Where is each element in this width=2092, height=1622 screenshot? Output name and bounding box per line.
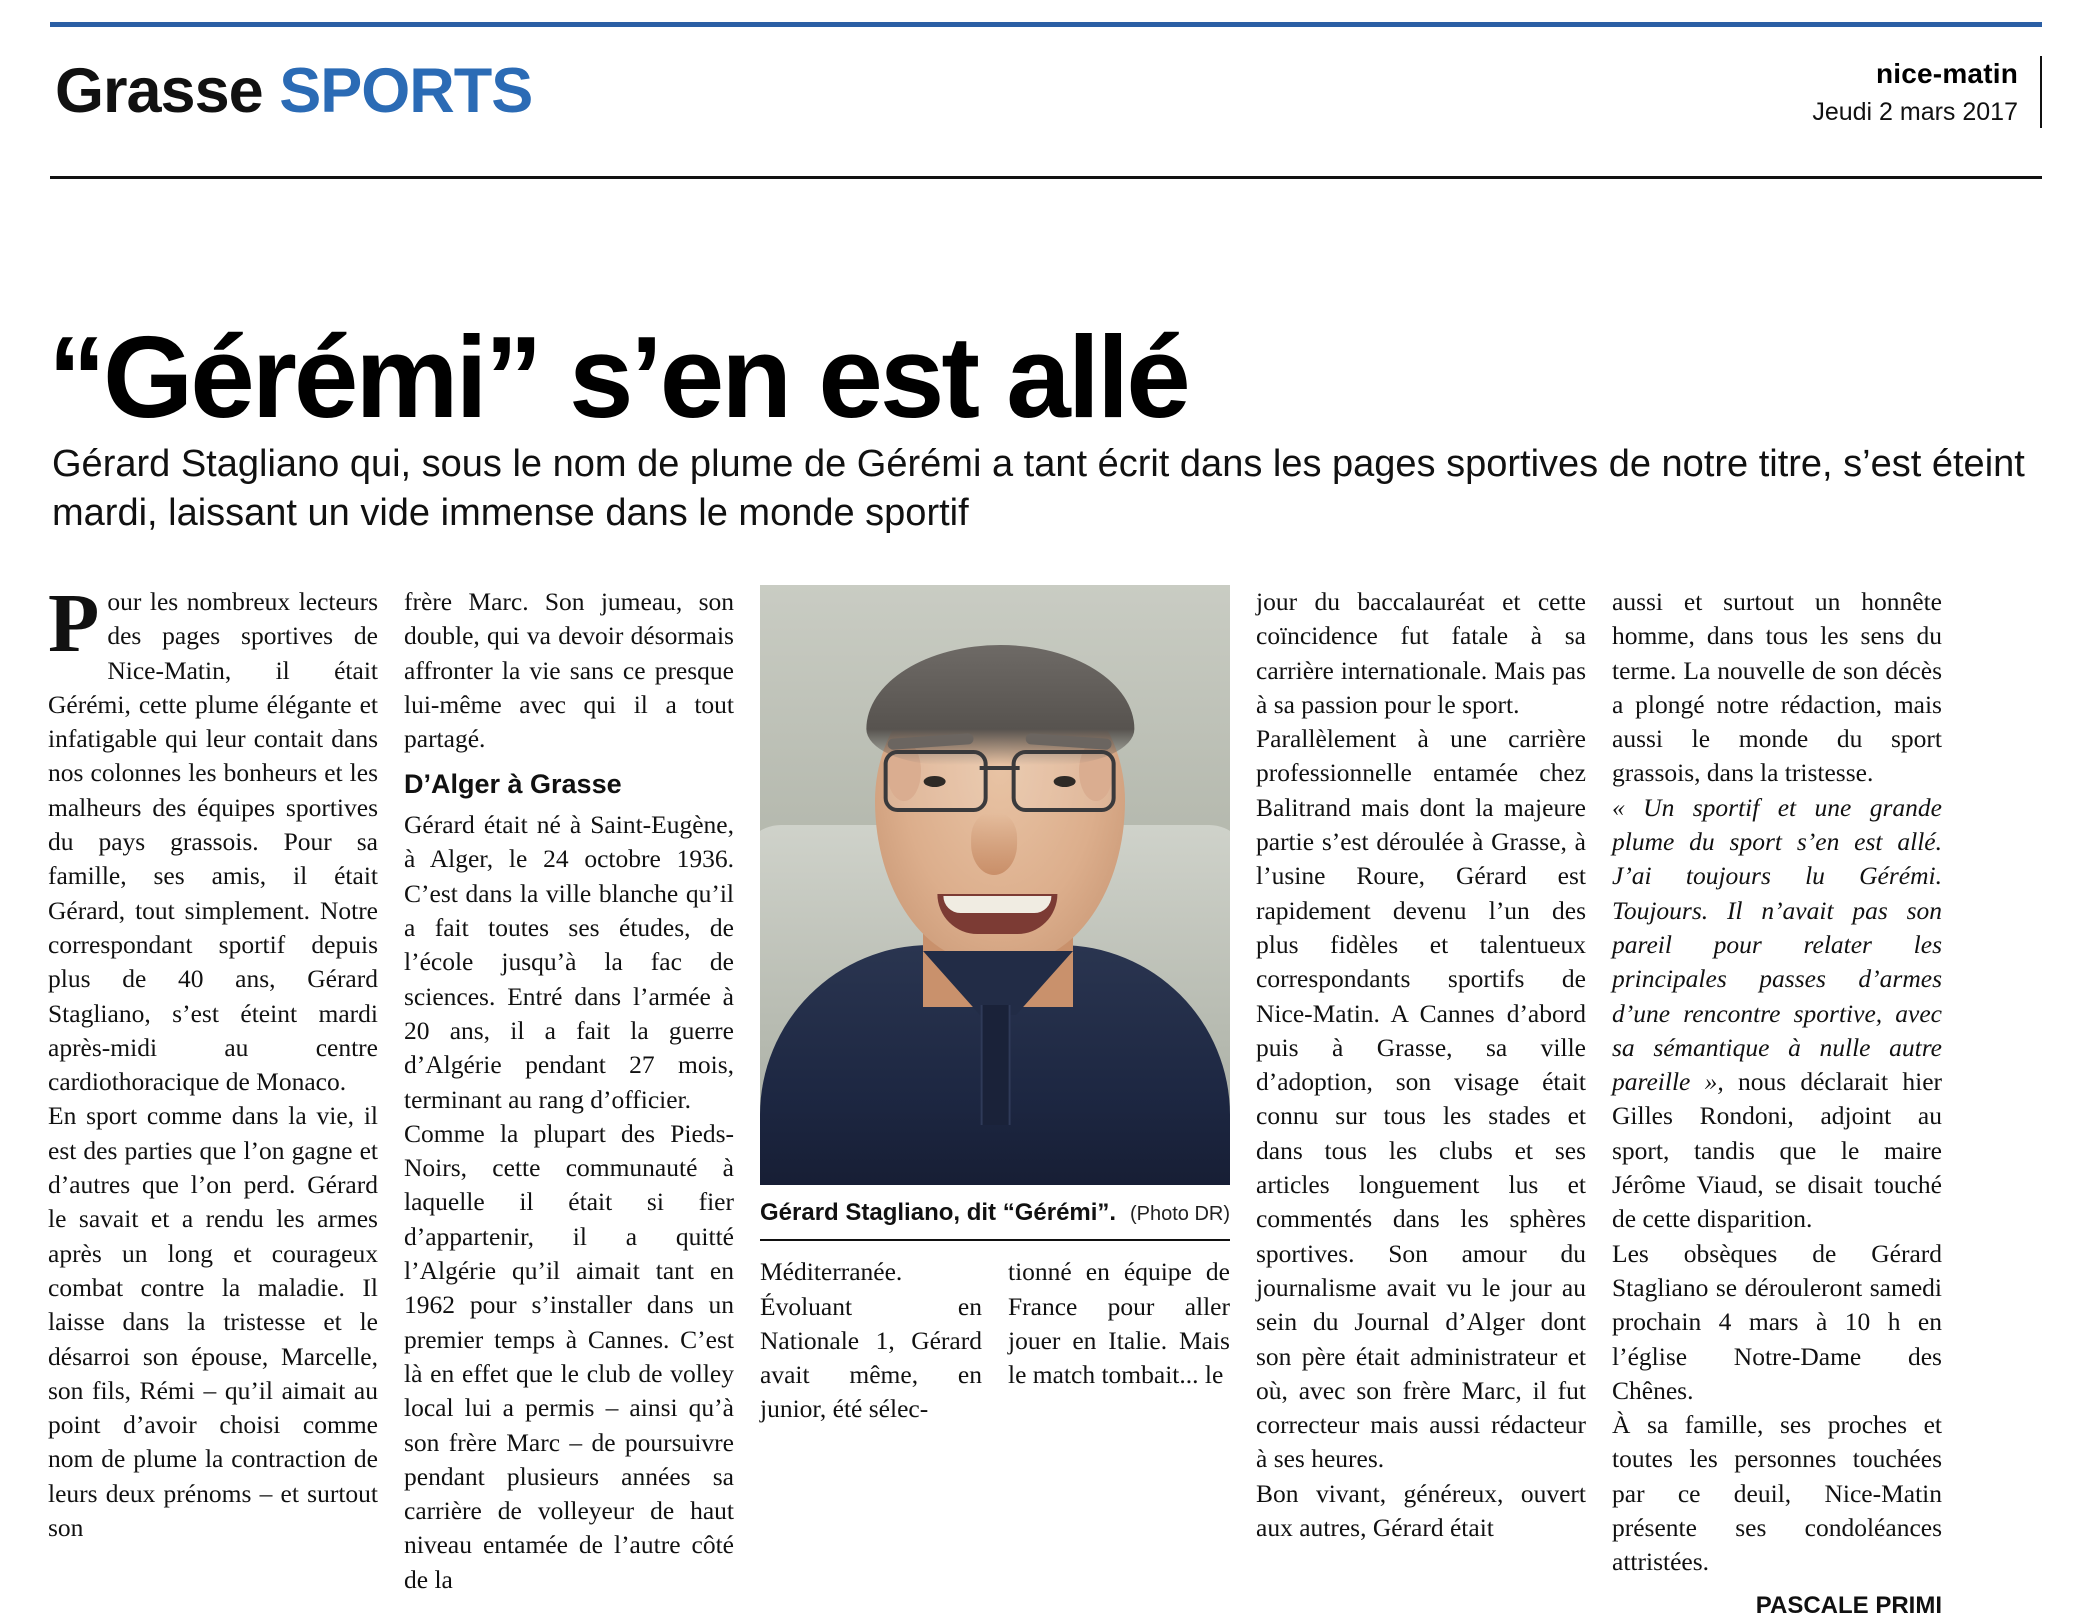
paragraph: Bon vivant, généreux, ouvert aux autres, Gérard était [1256, 1478, 1586, 1543]
brand-name: nice-matin [1875, 58, 2018, 89]
pull-quote: « Un sportif et une grande plume du sport s’en est allé. J’ai toujours lu Gérémi. Toujours. Il n’avait pas son pareil pour relater les principales passes d’armes d’une rencontre sportive, avec sa sémantique à nulle autre pareille », [1612, 792, 1942, 1097]
photo-caption: Gérard Stagliano, dit “Gérémi”. [760, 1199, 1117, 1226]
section-title [55, 56, 533, 126]
body-column-3 [1256, 585, 1586, 1588]
article-byline: PASCALE PRIMI [1755, 1591, 1942, 1619]
quote-paragraph [1612, 791, 1942, 1237]
paragraph: À sa famille, ses proches et toutes les personnes touchées par ce deuil, Nice-Matin présente ses condoléances attristées. [1612, 1410, 1942, 1577]
body-column-1 [48, 577, 378, 1588]
paragraph: Gérard était né à Saint-Eugène, à Alger, le 24 octobre 1936. C’est dans la ville blanche qu’il a fait toutes ses études, de l’école jusqu’à la fac de sciences. Entré dans l’armée à 20 ans, il a fait la guerre d’Algérie pendant 27 mois, terminant au rang d’officier. [404, 810, 734, 1114]
issue-date: Jeudi 2 mars 2017 [1812, 98, 2018, 126]
photo-undercolumns [760, 1255, 1230, 1426]
top-blue-rule [50, 22, 2042, 27]
paragraph: Parallèlement à une carrière professionnelle entamée chez Balitrand mais dont la majeure partie s’est déroulée à Grasse, à l’usine Roure, Gérard est rapidement devenu l’un des plus fidèles et talentueux correspondants sportifs de Nice-Matin. A Cannes d’abord puis à Grasse, sa ville d’adoption, son visage était connu sur tous les stades et dans tous les clubs et ses articles longuement lus et commentés dans les sphères sportives. Son amour du journalisme avait vu le jour au sein du Journal d’Alger dont son père était administrateur et où, avec son frère Marc, il fut correcteur mais aussi rédacteur à ses heures. [1256, 724, 1586, 1474]
paragraph: Comme la plupart des Pieds-Noirs, cette communauté à laquelle il était si fier d’appartenir, il a quitté l’Algérie qu’il aimait tant en 1962 pour s’installer dans un premier temps à Cannes. C’est là en effet que le club de volley local lui a permis – ainsi qu’à son frère Marc – de poursuivre pendant plusieurs années sa carrière de volleyeur de haut niveau entamée de l’autre côté de la [404, 1118, 734, 1594]
photo-caption-row [760, 1197, 1230, 1241]
quote-attribution: nous déclarait hier Gilles Rondoni, adjoint au sport, tandis que le maire Jérôme Viaud, se disait touché de cette disparition. [1612, 1067, 1943, 1234]
body-column-4 [1612, 585, 1943, 1619]
article-headline: “Gérémi” s’en est allé [48, 311, 1188, 442]
masthead [55, 52, 2042, 170]
section-town: Grasse [55, 56, 263, 126]
paragraph: Pour les nombreux lecteurs des pages sportives de Nice-Matin, il était Gérémi, cette plume élégante et infatigable qui leur contait dans nos colonnes les bonheurs et les malheurs des équipes sportives du pays grassois. Pour sa famille, ses amis, il était Gérard, tout simplement. Notre correspondant sportif depuis plus de 40 ans, Gérard Stagliano, s’est éteint mardi après-midi au centre cardiothoracique de Monaco. [48, 577, 378, 1097]
article-standfirst: Gérard Stagliano qui, sous le nom de plume de Gérémi a tant écrit dans les pages sportives de notre titre, s’est éteint mardi, laissant un vide immense dans le monde sportif [52, 443, 2025, 534]
paragraph: aussi et surtout un honnête homme, dans tous les sens du terme. La nouvelle de son décès a plongé notre rédaction, mais aussi le monde du sport grassois, dans la tristesse. [1612, 587, 1942, 788]
body-column-2 [404, 585, 734, 1594]
paragraph: En sport comme dans la vie, il est des parties que l’on gagne et d’autres que l’on perd. Gérard le savait et a rendu les armes après un long et courageux combat contre la maladie. Il laisse dans la tristesse et le désarroi son épouse, Marcelle, son fils, Rémi – qu’il aimait au point d’avoir choisi comme nom de plume la contraction de leurs deux prénoms – et surtout son [48, 1101, 378, 1543]
brand-box [1812, 56, 2042, 128]
article-body [48, 577, 2044, 1619]
article-photo [760, 585, 1230, 1185]
paragraph: jour du baccalauréat et cette coïncidence fut fatale à sa carrière internationale. Mais pas à sa passion pour le sport. [1256, 587, 1586, 719]
subheading: D’Alger à Grasse [404, 769, 622, 800]
photo-column [760, 585, 1230, 1588]
paragraph: Les obsèques de Gérard Stagliano se dérouleront samedi prochain 4 mars à 10 h en l’église Notre-Dame des Chênes. [1612, 1238, 1942, 1405]
paragraph: tionné en équipe de France pour aller jouer en Italie. Mais le match tombait... le [1008, 1257, 1230, 1390]
paragraph: frère Marc. Son jumeau, son double, qui va devoir désormais affronter la vie sans ce presque lui-même avec qui il a tout partagé. [404, 587, 734, 754]
masthead-rule [50, 176, 2042, 179]
photo-credit: (Photo DR) [1129, 1203, 1230, 1225]
paragraph: Méditerranée. Évoluant en Nationale 1, Gérard avait même, en junior, été sélec- [760, 1257, 982, 1424]
section-kicker: SPORTS [279, 56, 533, 126]
